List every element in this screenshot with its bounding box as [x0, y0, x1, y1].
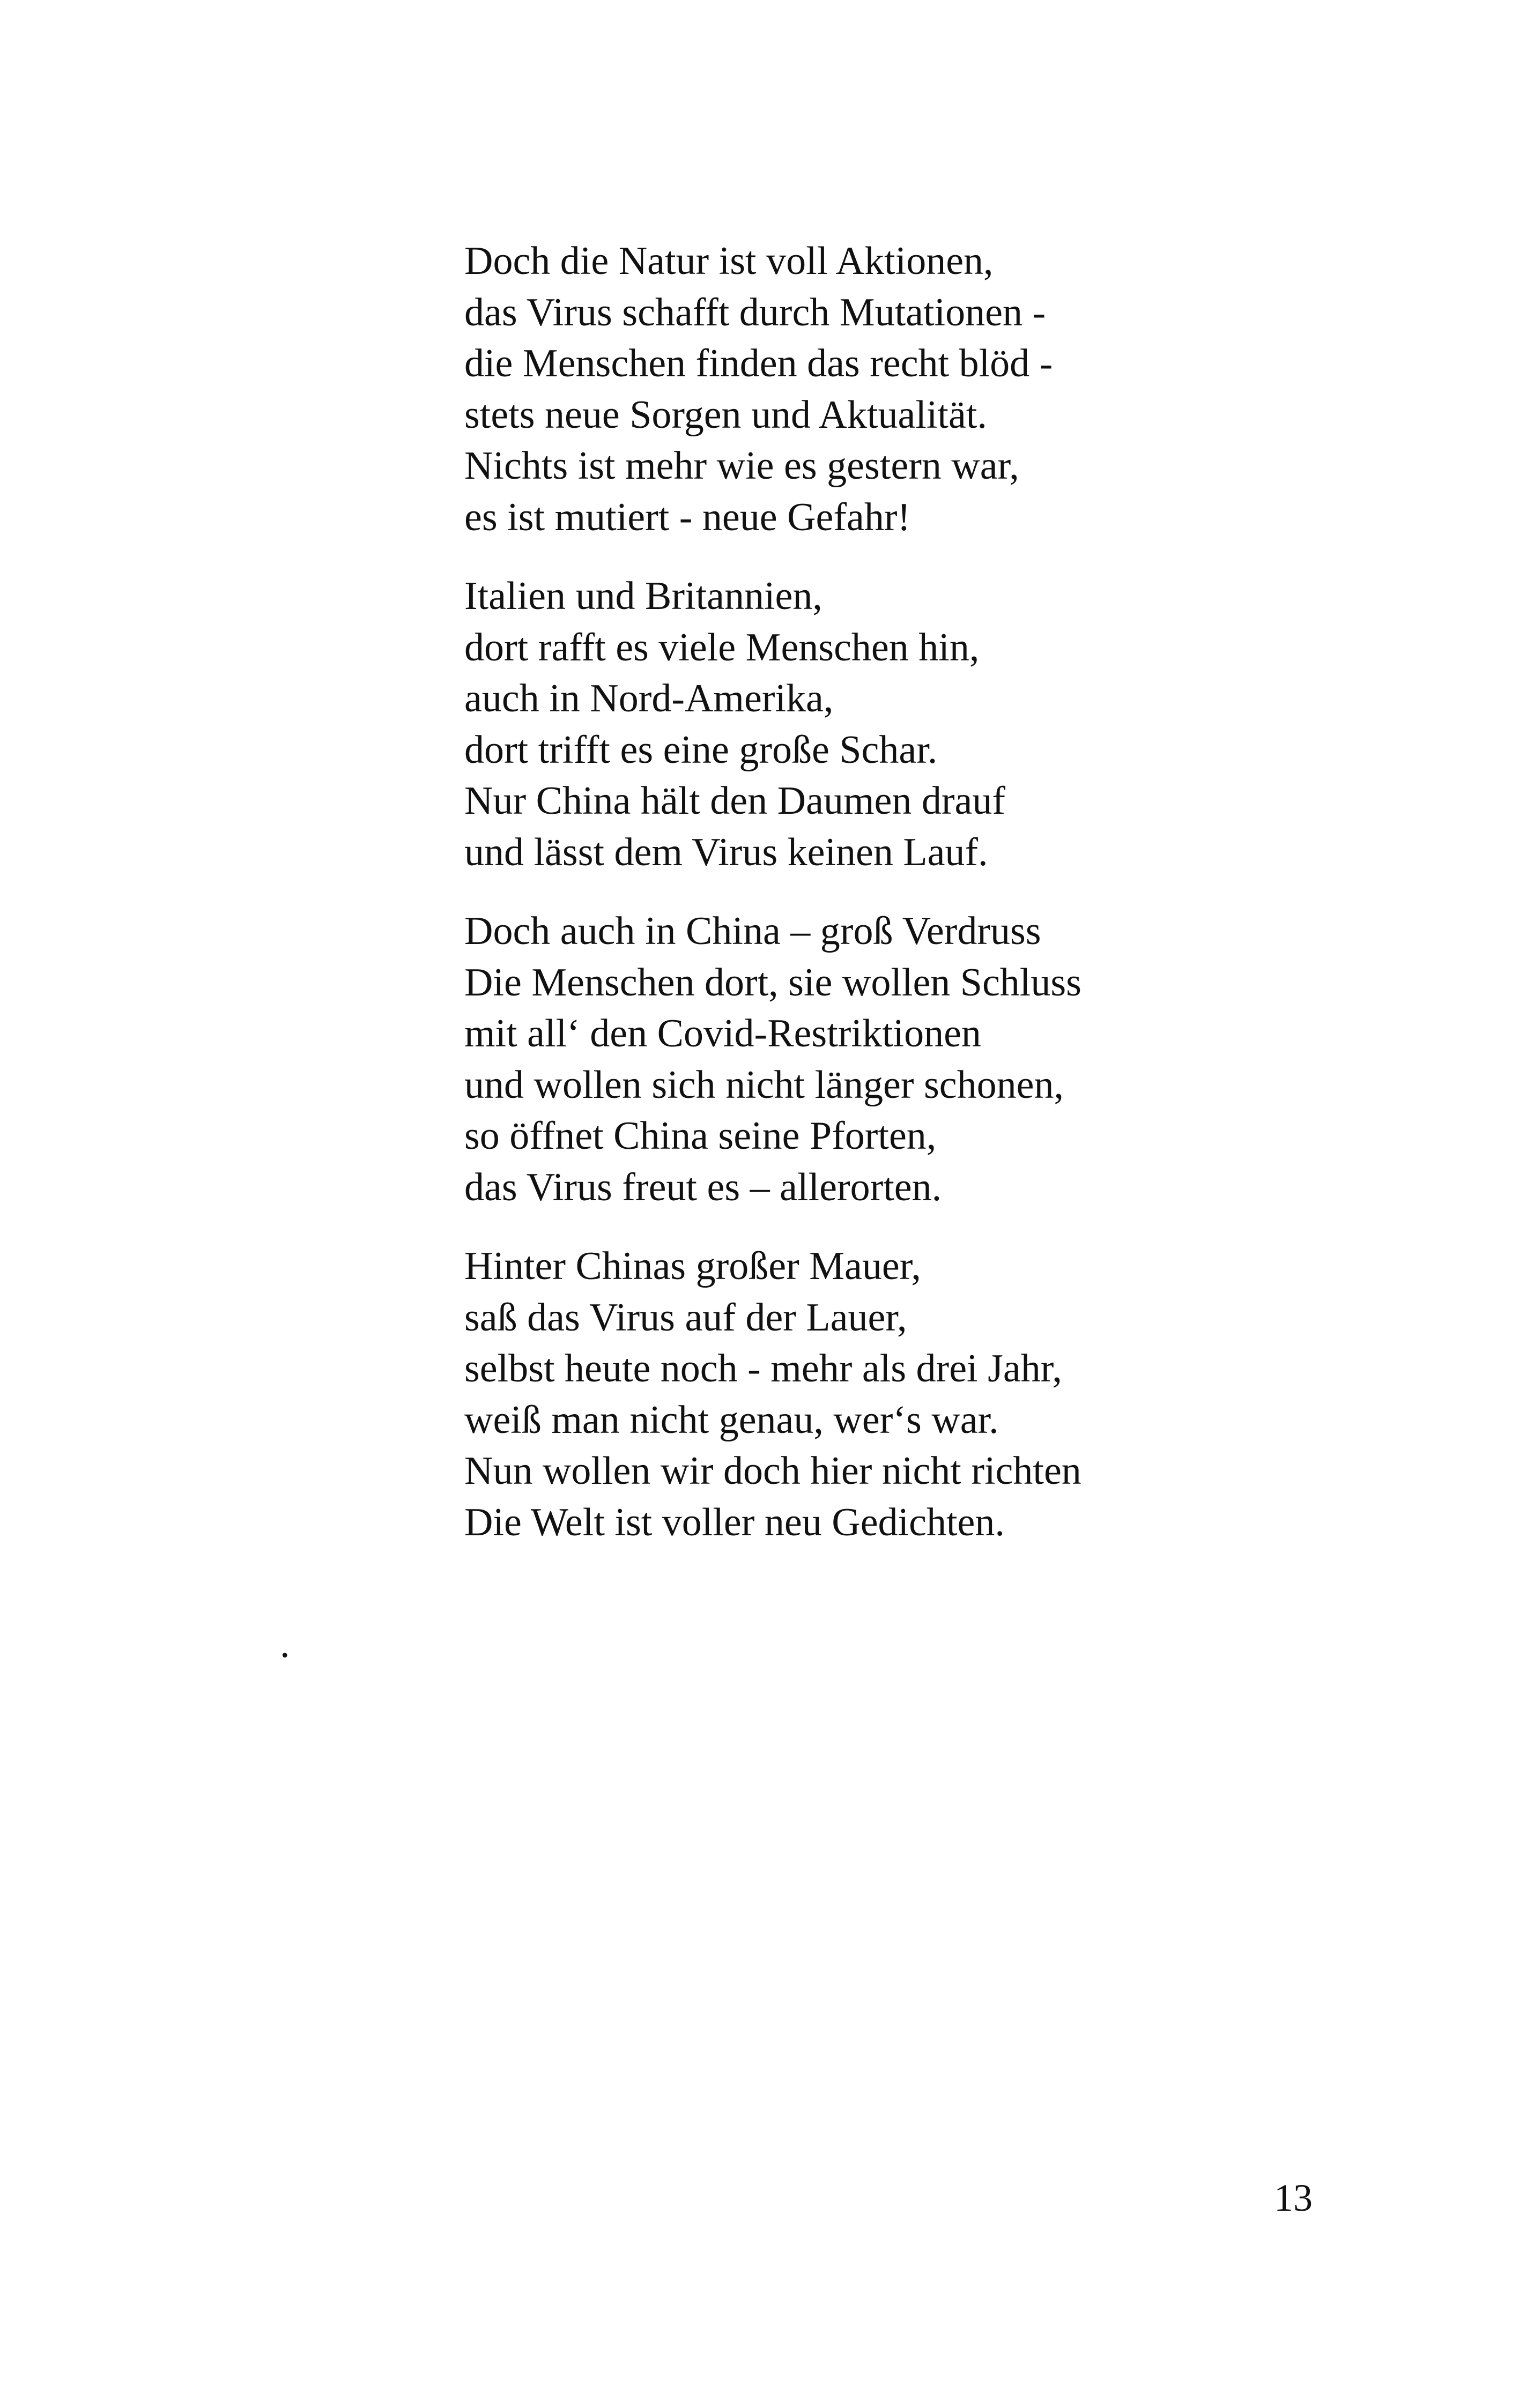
- poem-line: mit all‘ den Covid-Restriktionen: [464, 1012, 981, 1056]
- poem: [464, 236, 1483, 1576]
- poem-line: Nichts ist mehr wie es gestern war,: [464, 444, 1019, 488]
- poem-line: es ist mutiert - neue Gefahr!: [464, 495, 911, 539]
- poem-line: Die Welt ist voller neu Gedichten.: [464, 1500, 1005, 1544]
- poem-line: Die Menschen dort, sie wollen Schluss: [464, 960, 1081, 1005]
- poem-line: und lässt dem Virus keinen Lauf.: [464, 830, 988, 874]
- stray-dot: .: [280, 1622, 290, 1666]
- poem-line: auch in Nord-Amerika,: [464, 677, 834, 720]
- poem-line: selbst heute noch - mehr als drei Jahr,: [464, 1347, 1062, 1391]
- poem-line: Doch die Natur ist voll Aktionen,: [464, 239, 994, 283]
- poem-line: weiß man nicht genau, wer‘s war.: [464, 1398, 999, 1442]
- poem-line: so öffnet China seine Pforten,: [464, 1114, 937, 1158]
- poem-line: die Menschen finden das recht blöd -: [464, 341, 1053, 385]
- poem-line: saß das Virus auf der Lauer,: [464, 1295, 907, 1340]
- poem-line: Nur China hält den Daumen drauf: [464, 779, 1005, 823]
- poem-line: das Virus freut es – allerorten.: [464, 1165, 942, 1209]
- poem-line: Doch auch in China – groß Verdruss: [464, 909, 1041, 953]
- poem-line: stets neue Sorgen und Aktualität.: [464, 392, 987, 437]
- poem-line: dort trifft es eine große Schar.: [464, 727, 938, 772]
- stanza-1: [464, 236, 1483, 543]
- poem-line: Nun wollen wir doch hier nicht richten: [464, 1449, 1081, 1493]
- stanza-3: [464, 906, 1483, 1213]
- poem-line: dort rafft es viele Menschen hin,: [464, 625, 980, 670]
- stanza-2: [464, 571, 1483, 878]
- poem-line: das Virus schafft durch Mutationen -: [464, 290, 1046, 335]
- stanza-4: [464, 1241, 1483, 1548]
- poem-line: Hinter Chinas großer Mauer,: [464, 1244, 921, 1288]
- page-number: 13: [1274, 2176, 1313, 2219]
- poem-line: Italien und Britannien,: [464, 574, 823, 618]
- poem-line: und wollen sich nicht länger schonen,: [464, 1062, 1064, 1107]
